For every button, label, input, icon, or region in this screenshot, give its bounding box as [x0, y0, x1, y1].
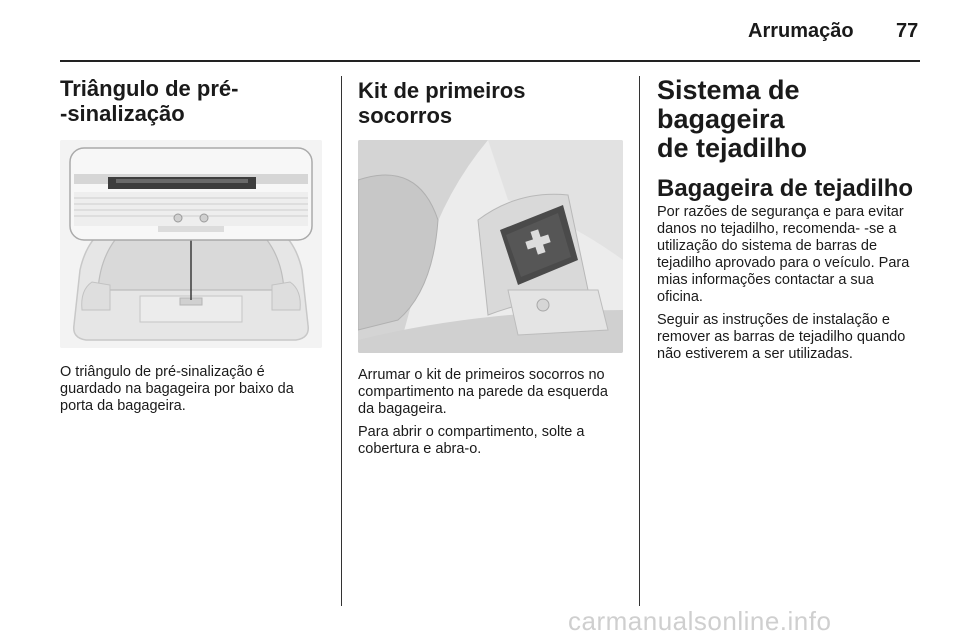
warning-triangle-heading-line2: -sinalização — [60, 101, 185, 126]
page-number: 77 — [896, 20, 919, 42]
header-divider — [60, 60, 920, 62]
column-divider-1 — [341, 76, 342, 606]
column-warning-triangle — [60, 76, 322, 421]
roof-rack-heading — [657, 76, 923, 163]
warning-triangle-heading-line1: Triângulo de pré- — [60, 76, 239, 101]
section-title: Arrumação — [748, 20, 854, 42]
first-aid-text-1: Arrumar o kit de primeiros socorros no compartimento na parede da esquerda da bagageira. — [358, 367, 608, 417]
first-aid-heading: Kit de primeiros socorros — [358, 78, 526, 128]
column-divider-2 — [639, 76, 640, 606]
warning-triangle-heading — [60, 76, 322, 126]
column-roof-rack — [657, 76, 923, 369]
column-first-aid — [358, 76, 623, 464]
roof-rack-heading-line1: Sistema de bagageira — [657, 75, 800, 134]
roof-rack-subheading: Bagageira de tejadilho — [657, 175, 914, 202]
warning-triangle-text: O triângulo de pré-sinalização é guardado na bagageira por baixo da porta da bagageira. — [60, 364, 294, 414]
roof-rack-text-2: Seguir as instruções de instalação e remover as barras de tejadilho quando não estiverem a ser utilizadas. — [657, 312, 906, 362]
roof-rack-heading-line2: de tejadilho — [657, 133, 808, 163]
warning-triangle-illustration — [60, 140, 322, 348]
first-aid-text-2: Para abrir o compartimento, solte a cobertura e abra-o. — [358, 424, 585, 457]
watermark: carmanualsonline.info — [568, 606, 832, 636]
roof-rack-text-1: Por razões de segurança e para evitar danos no tejadilho, recomenda- -se a utilização do sistema de barras de tejadilho aprovado para o veículo. Para mias informações contactar a sua oficina. — [657, 204, 910, 305]
first-aid-illustration — [358, 140, 623, 353]
